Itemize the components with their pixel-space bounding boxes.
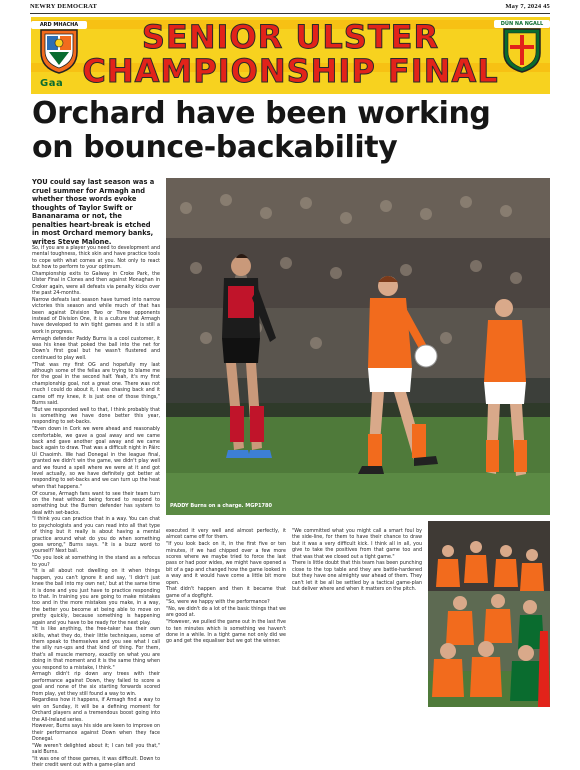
- article-column-left: [32, 246, 160, 770]
- masthead-rule: [30, 13, 550, 14]
- team-photo: [428, 521, 550, 707]
- article-paragraph: There is little doubt that this team has been punching close to the top table and they are battle-hardened but they have one almighty war ahead of them. They can't let it be all be settled by a tactical game-plan but deliver where and when it matters on the pitch.: [292, 561, 422, 592]
- donegal-crest-icon: [500, 21, 544, 73]
- article-paragraph: "We committed what you might call a smart foul by the side-line, for them to have their chance to draw but it was a very difficult kick. I think all in all, you give to take the positives from that game too and that was that we closed out a tight game.": [292, 529, 422, 560]
- banner-title-line-2: CHAMPIONSHIP FINAL: [82, 52, 499, 90]
- newspaper-name: NEWRY DEMOCRAT: [30, 3, 98, 10]
- article-paragraph: "It is like anything, the free-taker has their own skills, what they do, their little techniques, some of them speak to themselves and you see what I call the silly run-ups and that kind of thing. For them, that's all muscle memory, exactly on what you are doing in that moment and it is the same thing when you respond to a mistake, I think.": [32, 627, 160, 671]
- article-paragraph: "We weren't delighted about it; I can tell you that," said Burns.: [32, 743, 160, 756]
- article-paragraph: Championship exits to Galway in Croke Park, the Ulster Final in Clones and then against Monaghan in Croker again, were all defeats via penalty kicks over the past 24-months.: [32, 271, 160, 297]
- article-paragraph: "I think you can practice that in a way. You can chat to psychologists and you can read into all that type of thing but it really is about having a mental practice around what do you do when something goes wrong," Burns says. "It is a buzz word to yourself? Next ball.: [32, 517, 160, 555]
- article-paragraph: "So, were we happy with the performance?: [166, 600, 270, 606]
- article-paragraph: "If you look back on it, in the first five or ten minutes, if we had chipped over a few more scores where we maybe tried to force the last pass or had poor wides, we might have opened a bit of a gap and changed how the game looked in a way and it would have come a little bit more open.: [166, 542, 286, 586]
- article-paragraph: "No, we didn't do a lot of the basic things that we are good at.: [166, 607, 286, 619]
- armagh-crest-label: ARD MHACHA: [31, 21, 87, 29]
- article-paragraph: Armagh didn't rip down any trees with their performance against Down, they failed to score a goal and none of the six starting forwards scored from play, yet they still found a way to win.: [32, 672, 160, 697]
- article-paragraph: "However, we pulled the game out in the last five to ten minutes which is something we haven't done in a while. In a tight game not only did we go and get the equaliser but we got the winner.: [166, 620, 286, 645]
- article-paragraph: "Even down in Cork we were ahead and reasonably comfortable, we gave a goal away and we came back and gave another goal away and we came back again to draw. That was a difficult night in Páirc Uí Chaoimh. We had Donegal in the league final, granted we didn't win the game, we didn't play well and we found a spell where we were at it and got level actually, so we have definitely got better at responding to set-backs and we can turn up the heat when that happens.": [32, 427, 160, 490]
- article-headline: [32, 97, 552, 165]
- article-paragraph: executed it very well and almost perfectly, it almost came off for them.: [166, 529, 286, 541]
- gaa-logo: Gaa: [40, 78, 64, 89]
- article-paragraph: Armagh defender Paddy Burns is a cool customer, it was his knee that poked the ball into the net for Down's first goal but he wasn't flustered and continued to play well.: [32, 336, 160, 361]
- article-paragraph: Narrow defeats last season have turned into narrow victories this season and while much of that has been against Division Two or Three opponents instead of Division One, it is a culture that Armagh have developed to win tight games and it is still a work in progress.: [32, 297, 160, 335]
- date-page-number: May 7, 2024 45: [505, 3, 550, 10]
- article-column-middle: [166, 529, 286, 646]
- article-paragraph: "But we responded well to that, I think probably that is something we have done better this year, responding to set-backs.: [32, 407, 160, 426]
- article-paragraph: "It was one of those games, it was difficult. Down to their credit went out with a game-plan and: [32, 756, 160, 769]
- banner-title-line-1: SENIOR ULSTER: [141, 18, 440, 56]
- article-paragraph: "Do you look at something in the stand as a refocus to you?: [32, 556, 160, 568]
- article-column-right: [292, 529, 422, 594]
- article-paragraph: So, if you are a player you need to development and mental toughness, thick skin and have practice tools to cope with what comes at you. Not only to react but how to perform to your optimum.: [32, 246, 160, 271]
- article-paragraph: "That was my first OG and hopefully my last although some of the fellas are trying to blame me for the goal in the second half. Yeah, it's my first championship goal, not a great one. There was not much I could do about it, I was chasing back and it came off my knee, it is just one of those things," Burns said.: [32, 362, 160, 406]
- headline-line-1: Orchard have been working: [32, 96, 491, 131]
- championship-banner: [31, 17, 550, 94]
- article-paragraph: Of course, Armagh fans want to see their team turn on the heat without being forced to respond to something but the Burren defender has system to deal with set-backs.: [32, 491, 160, 516]
- article-paragraph: Regardless how it happens, if Armagh find a way to win on Sunday, it will be a defining moment for Orchard players and a tremendous boost going into the All-Ireland series.: [32, 698, 160, 723]
- photo-caption: PADDY Burns on a charge. MGP1780: [170, 503, 272, 509]
- article-paragraph: "It is all about not dwelling on it when things happen, you can't ignore it and say, 'I didn't just knee the ball into my own net,' but at the same time it is done and you just have to practice responding to that. In training you are going to make mistakes too and in the more mistakes you make, in a way, the better you become at being able to move on pretty quickly, because something is happening again and you have to be ready for the next play.: [32, 569, 160, 626]
- article-paragraph: However, Burns says his side are keen to improve on their performance against Down when they face Donegal.: [32, 724, 160, 743]
- article-paragraph: That didn't happen and then it became that game of a dogfight.: [166, 587, 286, 599]
- match-photo: [166, 178, 550, 515]
- article-intro: YOU could say last season was a cruel summer for Armagh and whether those words evoke thoughts of Taylor Swift or Bananarama or not, the penalties heart-break is etched in most Orchard memory banks, writes Steve Malone.: [32, 178, 155, 246]
- headline-line-2: on bounce-backability: [32, 130, 398, 165]
- donegal-crest-label: DÚN NA NGALL: [494, 20, 550, 28]
